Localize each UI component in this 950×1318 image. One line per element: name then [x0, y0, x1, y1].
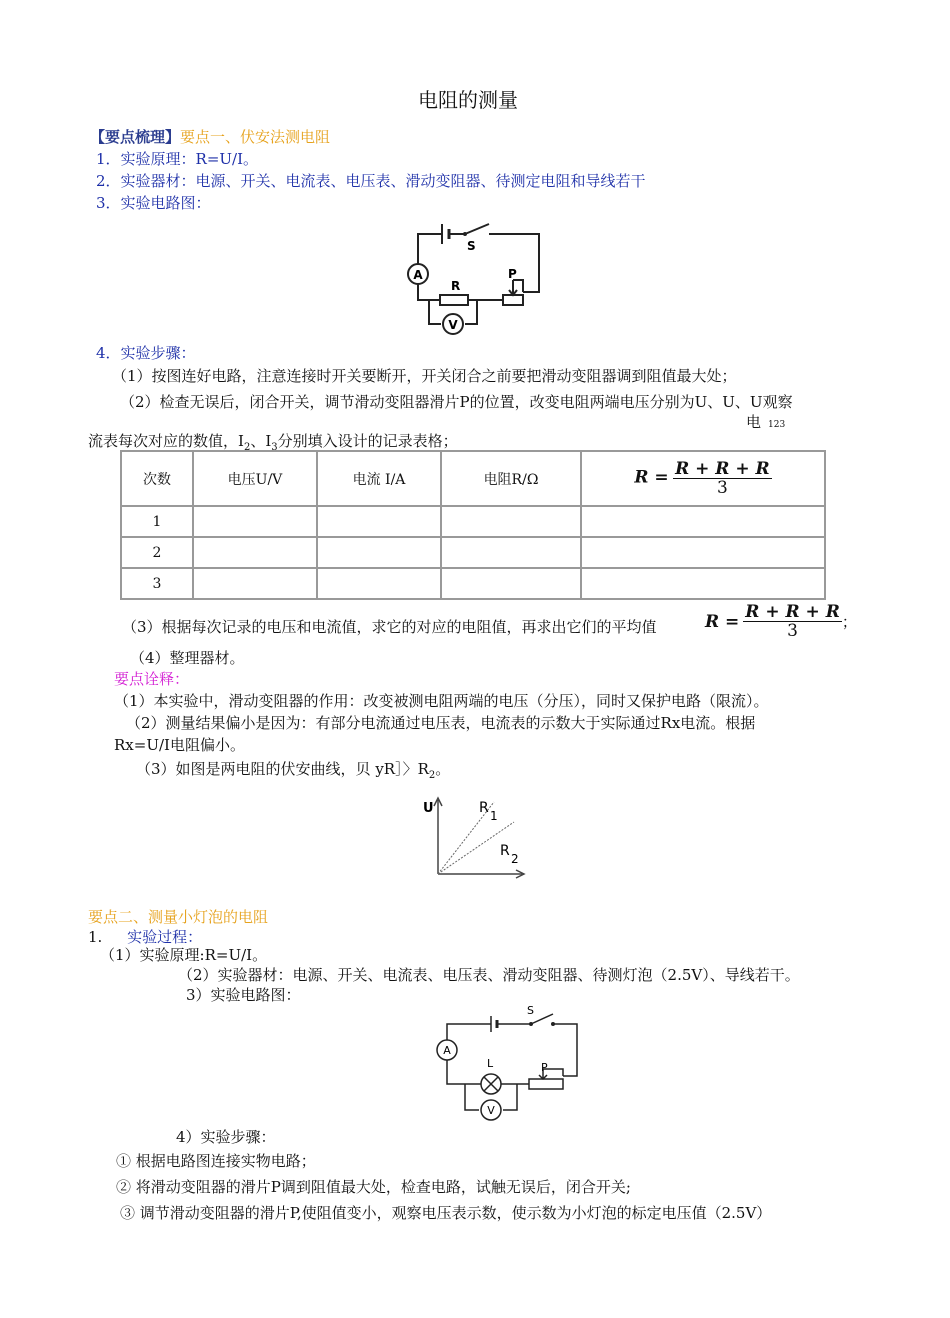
s2-p1: （1）实验原理:R=U/I。 — [100, 946, 268, 964]
item-3: 3．实验电路图： — [96, 194, 211, 212]
note-1: （1）本实验中，滑动变阻器的作用：改变被测电阻两端的电压（分压），同时又保护电路（限流）。 — [114, 692, 769, 710]
table-row: 2 — [121, 537, 825, 568]
ammeter-label: A — [413, 268, 423, 282]
line-r1-label: R — [479, 800, 489, 816]
lamp-label: L — [487, 1057, 494, 1070]
graph-ylabel: U — [423, 801, 434, 816]
step-2-indices: 123 — [768, 420, 786, 430]
average-formula: R = $\frac{R + R + R}{3}$ ； — [705, 602, 857, 641]
resistor-label: R — [451, 279, 461, 293]
s2-step-1: ① 根据电路图连接实物电路； — [116, 1152, 316, 1170]
s2-step-2: ② 将滑动变阻器的滑片P调到阻值最大处，检查电路，试触无误后，闭合开关; — [116, 1178, 631, 1196]
section2-heading: 要点二、测量小灯泡的电阻 — [88, 908, 269, 926]
step-2b: 流表每次对应的数值，$I_2$、$I_3$分别填入设计的记录表格； — [88, 432, 458, 453]
table-header-row — [121, 451, 825, 506]
item-1: 1．实验原理：R=U/I。 — [96, 150, 259, 168]
table-header: 次数 — [121, 451, 193, 506]
heading-text: 要点一、伏安法测电阻 — [180, 128, 331, 146]
switch-label: S — [467, 239, 476, 253]
voltmeter-label: V — [487, 1104, 495, 1117]
table-row: 1 — [121, 506, 825, 537]
average-formula-header: R = $\frac{R + R + R}{3}$ — [581, 451, 825, 506]
step-4: （4）整理器材。 — [130, 649, 245, 667]
step-2a: （2）检查无误后，闭合开关，调节滑动变阻器滑片P的位置，改变电阻两端电压分别为U、U、U观察 — [120, 393, 793, 411]
heading-bracket: 【要点梳理】 — [90, 128, 181, 146]
ammeter-label: A — [443, 1044, 451, 1057]
page-title: 电阻的测量 — [418, 88, 518, 112]
note-3: （3）如图是两电阻的伏安曲线，贝 yR］〉$R_2$。 — [136, 760, 451, 781]
s2-p2: （2）实验器材：电源、开关、电流表、电压表、滑动变阻器、待测灯泡（2.5V）、导线若干。 — [178, 966, 800, 984]
record-table — [120, 450, 826, 600]
svg-text:1: 1 — [490, 809, 498, 823]
s2-item-1: 1. 实验过程： — [88, 928, 203, 946]
notes-heading: 要点诠释： — [114, 670, 190, 688]
table-header: 电阻R/Ω — [441, 451, 581, 506]
slider-label: P — [541, 1061, 548, 1074]
section1-heading — [90, 128, 330, 146]
circuit-diagram-2 — [425, 1004, 587, 1126]
voltmeter-label: V — [448, 318, 458, 332]
line-r2-label: R — [500, 843, 510, 859]
slider-label: P — [508, 267, 517, 281]
s2-step-3: ③ 调节滑动变阻器的滑片P,使阻值变小，观察电压表示数，使示数为小灯泡的标定电压值（2.5V） — [120, 1204, 772, 1222]
item-2: 2．实验器材：电源、开关、电流表、电压表、滑动变阻器、待测定电阻和导线若干 — [96, 172, 646, 190]
step-2-right: 电 — [746, 413, 762, 431]
table-header: 电压U/V — [193, 451, 317, 506]
step-3: （3）根据每次记录的电压和电流值，求它的对应的电阻值，再求出它们的平均值 — [122, 618, 657, 636]
item-4: 4．实验步骤： — [96, 344, 196, 362]
step-1: （1）按图连好电路，注意连接时开关要断开，开关闭合之前要把滑动变阻器调到阻值最大处； — [112, 367, 737, 385]
ui-graph — [420, 792, 530, 882]
s2-p3: 3）实验电路图： — [186, 986, 301, 1004]
table-row: 3 — [121, 568, 825, 599]
table-header: 电流 I/A — [317, 451, 441, 506]
switch-label: S — [527, 1004, 534, 1017]
note-2b: Rx=U/I电阻偏小。 — [114, 736, 245, 754]
s2-p4: 4）实验步骤： — [176, 1128, 276, 1146]
note-2a: （2）测量结果偏小是因为：有部分电流通过电压表，电流表的示数大于实际通过Rx电流。根据 — [126, 714, 756, 732]
svg-text:2: 2 — [511, 852, 519, 866]
circuit-diagram-1 — [405, 218, 555, 336]
